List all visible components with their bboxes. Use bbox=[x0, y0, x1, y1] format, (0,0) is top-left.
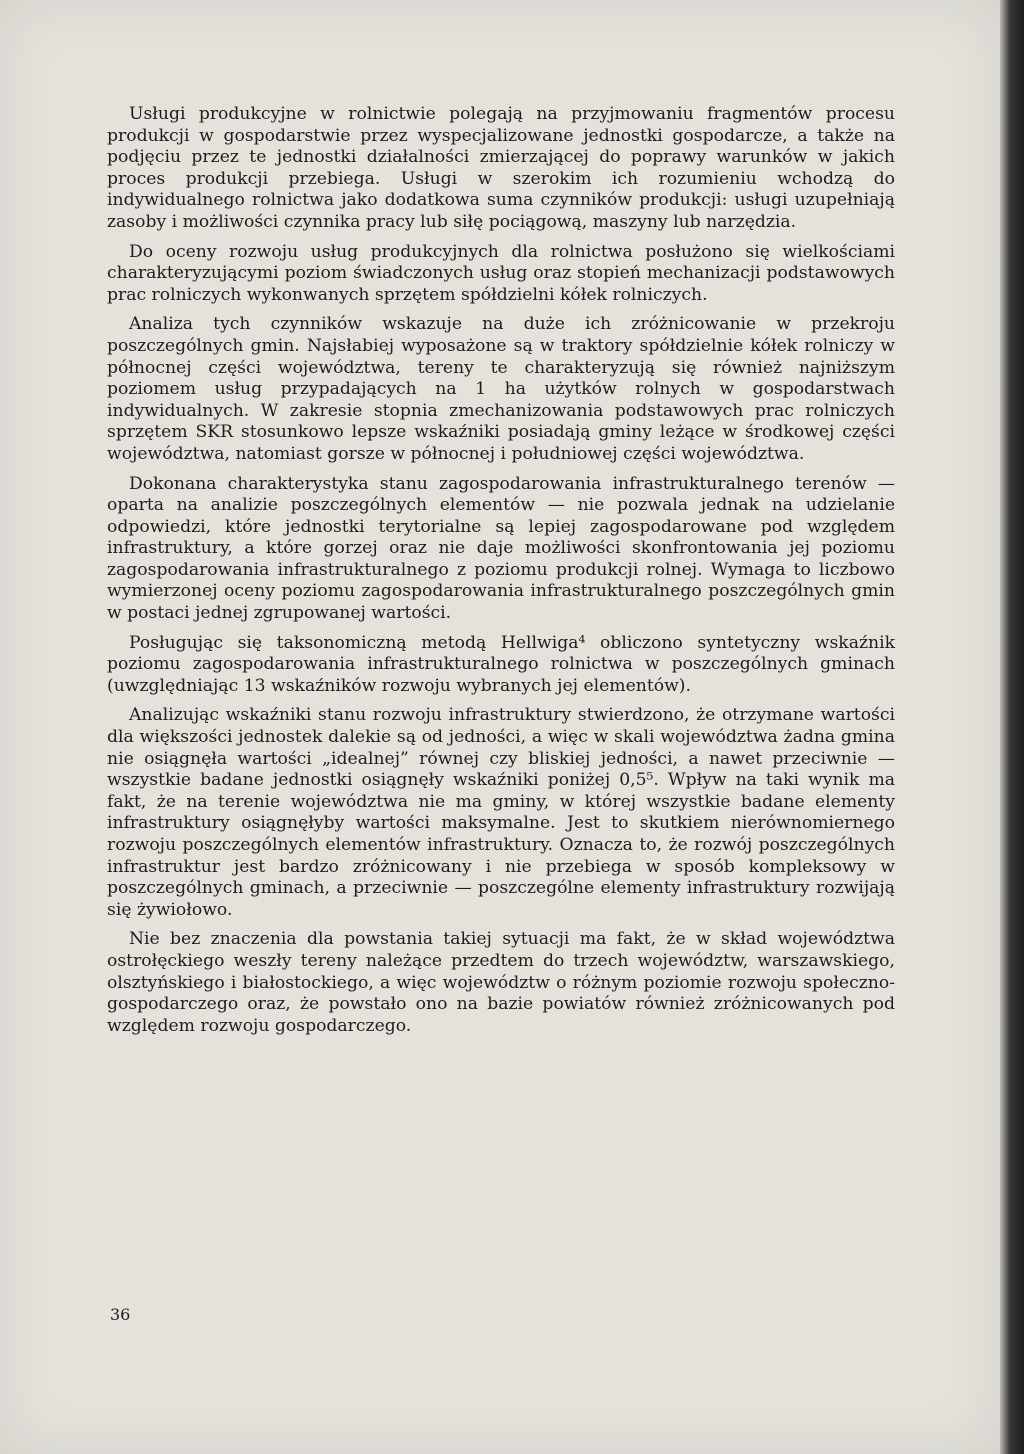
paragraph-7: Nie bez znaczenia dla powstania takiej sytuacji ma fakt, że w skład województwa ostrołęckiego weszły tereny należące przedtem do trzech województw, warszawskiego, olsztyńskiego i białostockiego, a więc województw o różnym poziomie rozwoju społeczno-gospodarczego oraz, że powstało ono na bazie powiatów również zróżnicowanych pod względem rozwoju gospodarczego. bbox=[107, 929, 895, 1036]
scan-edge bbox=[1000, 0, 1024, 1454]
paragraph-5: Posługując się taksonomiczną metodą Hellwiga⁴ obliczono syntetyczny wskaźnik poziomu zagospodarowania infrastrukturalnego rolnictwa w poszczególnych gminach (uwzględniając 13 wskaźników rozwoju wybranych jej elementów). bbox=[107, 632, 895, 696]
paragraph-6: Analizując wskaźniki stanu rozwoju infrastruktury stwierdzono, że otrzymane wartości dla większości jednostek dalekie są od jedności, a więc w skali województwa żadna gmina nie osiągnęła wartości „idealnej” równej czy bliskiej jedności, a nawet przeciwnie — wszystkie badane jednostki osiągnęły wskaźniki poniżej 0,5⁵. Wpływ na taki wynik ma fakt, że na terenie województwa nie ma gminy, w której wszystkie badane elementy infrastruktury osiągnęłyby wartości maksymalne. Jest to skutkiem nierównomiernego rozwoju poszczególnych elementów infrastruktury. Oznacza to, że rozwój poszczególnych infrastruktur jest bardzo zróżnicowany i nie przebiega w sposób kompleksowy w poszczególnych gminach, a przeciwnie — poszczególne elementy infrastruktury rozwijają się żywiołowo. bbox=[107, 705, 895, 920]
body-text bbox=[107, 104, 895, 1045]
paragraph-2: Do oceny rozwoju usług produkcyjnych dla rolnictwa posłużono się wielkościami charakteryzującymi poziom świadczonych usług oraz stopień mechanizacji podstawowych prac rolniczych wykonwanych sprzętem spółdzielni kółek rolniczych. bbox=[107, 241, 895, 305]
paragraph-3: Analiza tych czynników wskazuje na duże ich zróżnicowanie w przekroju poszczególnych gmin. Najsłabiej wyposażone są w traktory spółdzielnie kółek rolniczy w północnej części województwa, tereny te charakteryzują się również najniższym poziomem usług przypadających na 1 ha użytków rolnych w gospodarstwach indywidualnych. W zakresie stopnia zmechanizowania podstawowych prac rolniczych sprzętem SKR stosunkowo lepsze wskaźniki posiadają gminy leżące w środkowej części województwa, natomiast gorsze w północnej i południowej części województwa. bbox=[107, 314, 895, 464]
page-number: 36 bbox=[110, 1305, 131, 1324]
paragraph-4: Dokonana charakterystyka stanu zagospodarowania infrastrukturalnego terenów — oparta na analizie poszczególnych elementów — nie pozwala jednak na udzielanie odpowiedzi, które jednostki terytorialne są lepiej zagospodarowane pod względem infrastruktury, a które gorzej oraz nie daje możliwości skonfrontowania jej poziomu zagospodarowania infrastrukturalnego z poziomu produkcji rolnej. Wymaga to liczbowo wymierzonej oceny poziomu zagospodarowania infrastrukturalnego poszczególnych gmin w postaci jednej zgrupowanej wartości. bbox=[107, 473, 895, 624]
paragraph-1: Usługi produkcyjne w rolnictwie polegają na przyjmowaniu fragmentów procesu produkcji w gospodarstwie przez wyspecjalizowane jednostki gospodarcze, a także na podjęciu przez te jednostki działalności zmierzającej do poprawy warunków w jakich proces produkcji przebiega. Usługi w szerokim ich rozumieniu wchodzą do indywidualnego rolnictwa jako dodatkowa suma czynników produkcji: usługi uzupełniają zasoby i możliwości czynnika pracy lub siłę pociągową, maszyny lub narzędzia. bbox=[107, 104, 895, 232]
